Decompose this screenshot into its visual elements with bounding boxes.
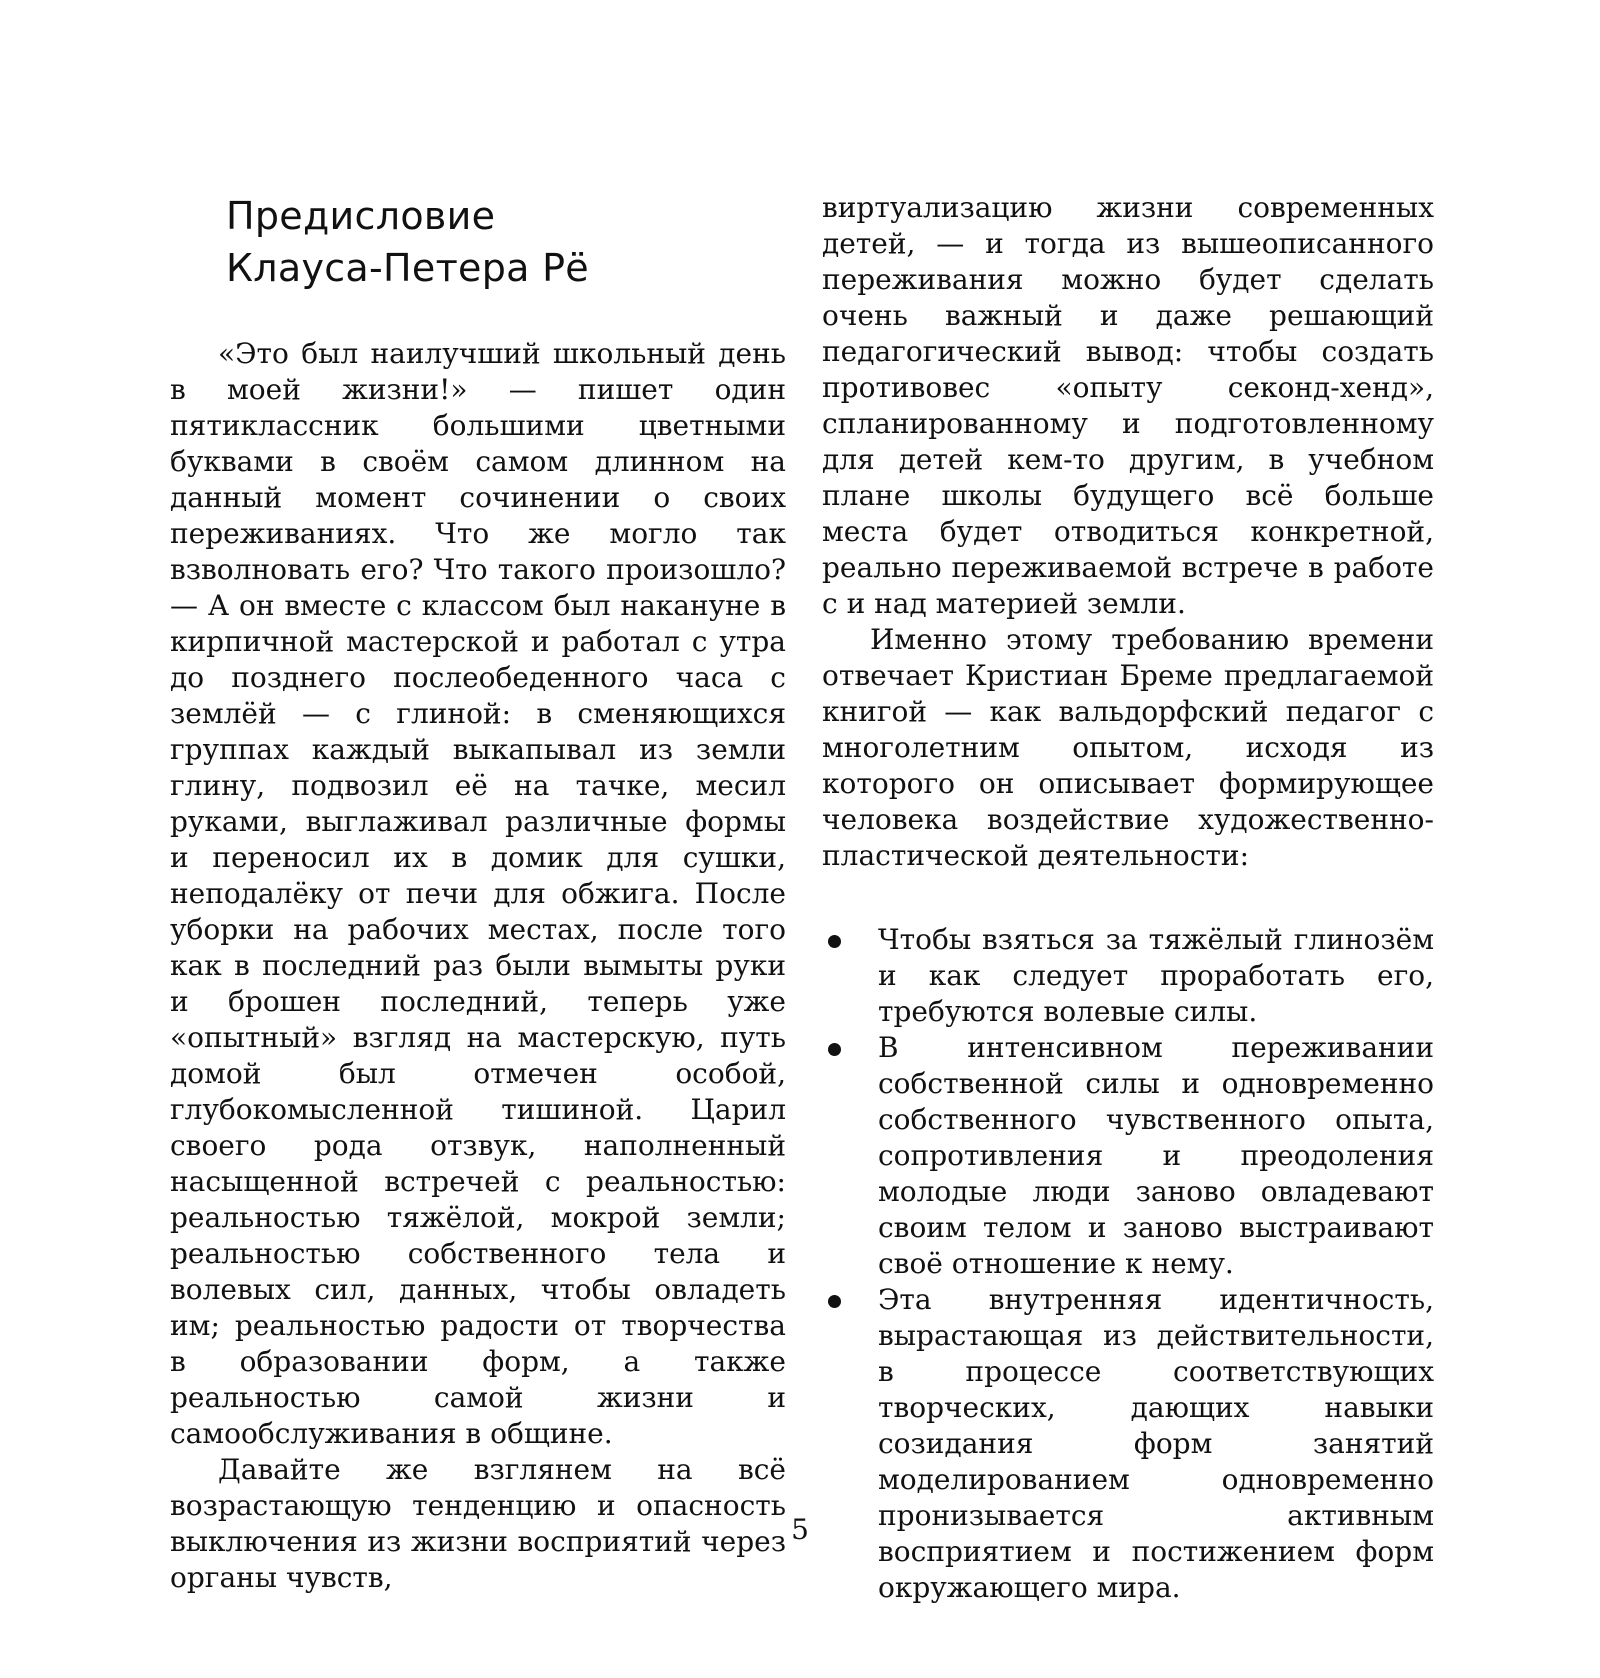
- list-item-text: В интенсивном переживании собственной силы и одновременно собственного чувственного опыта, сопротивления и преодоления молодые люди заново овладевают своим телом и заново выстраивают своё отношение к нему.: [878, 1031, 1434, 1280]
- chapter-heading: [226, 190, 786, 294]
- bullet-icon: [828, 935, 841, 948]
- right-column: [822, 190, 1434, 1606]
- paragraph-continuation: виртуализацию жизни современных детей, — и тогда из вышеописанного переживания можно будет сделать очень важный и даже решающий педагогический вывод: чтобы создать противовес «опыту секонд-хенд», спланированному и подготовленному для детей кем-то другим, в учебном плане школы будущего всё больше места будет отводиться конкретной, реально переживаемой встрече в работе с и над материей земли.: [822, 191, 1434, 620]
- list-item-text: Чтобы взяться за тяжёлый глинозём и как следует проработать его, требуются волевые силы.: [878, 923, 1434, 1028]
- list-item-text: Эта внутренняя идентичность, вырастающая из действительности, в процессе соответствующих творческих, дающих навыки созидания форм занятий моделированием одновременно пронизывается активным восприятием и постижением форм окружающего мира.: [878, 1283, 1434, 1604]
- left-column: [170, 190, 786, 1596]
- list-item: [822, 1282, 1434, 1606]
- paragraph: «Это был наилучший школьный день в моей жизни!» — пишет один пятиклассник большими цветными буквами в своём самом длинном на данный момент сочинении о своих переживаниях. Что же могло так взволновать его? Что такого произошло? — А он вместе с классом был накануне в кирпичной мастерской и работал с утра до позднего послеобеденного часа с землёй — с глиной: в сменяющихся группах каждый выкапывал из земли глину, подвозил её на тачке, месил руками, выглаживал различные формы и переносил их в домик для сушки, неподалёку от печи для обжига. После уборки на рабочих местах, после того как в последний раз были вымыты руки и брошен последний, теперь уже «опытный» взгляд на мастерскую, путь домой был отмечен особой, глубокомысленной тишиной. Царил своего рода отзвук, наполненный насыщенной встречей с реальностью: реальностью тяжёлой, мокрой земли; реальностью собственного тела и волевых сил, данных, чтобы овладеть им; реальностью радости от творчества в образовании форм, а также реальностью самой жизни и самообслуживания в общине.: [170, 337, 786, 1450]
- bullet-icon: [828, 1043, 841, 1056]
- list-item: [822, 1030, 1434, 1282]
- list-item: [822, 922, 1434, 1030]
- bullet-icon: [828, 1295, 841, 1308]
- paragraph: Давайте же взглянем на всё возрастающую тенденцию и опасность выключения из жизни восприятий через органы чувств,: [170, 1453, 786, 1594]
- page-number: 5: [791, 1513, 809, 1546]
- heading-line-2: Клауса-Петера Рё: [226, 246, 589, 290]
- heading-line-1: Предисловие: [226, 194, 496, 238]
- bullet-list: [822, 922, 1434, 1606]
- paragraph: Именно этому требованию времени отвечает Кристиан Бреме предлагаемой книгой — как вальдорфский педагог с многолетним опытом, исходя из которого он описывает формирующее человека воздействие художественно-пластической деятельности:: [822, 623, 1434, 872]
